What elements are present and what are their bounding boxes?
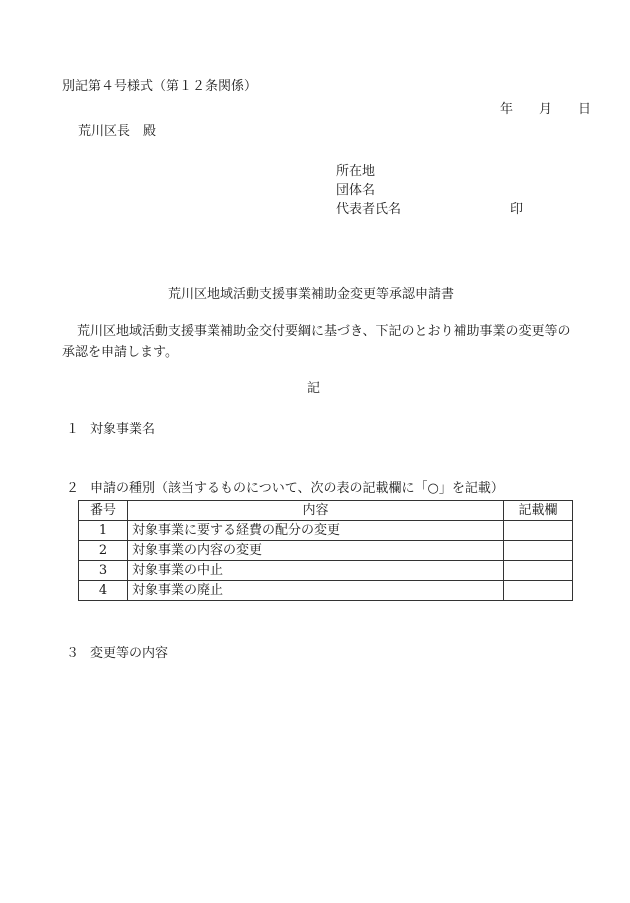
row-content: 対象事業の廃止 [128, 581, 504, 601]
row-content: 対象事業の中止 [128, 561, 504, 581]
body-text: 荒川区地域活動支援事業補助金交付要綱に基づき、下記のとおり補助事業の変更等の承認を申請します。 [62, 324, 571, 360]
row-content: 対象事業に要する経費の配分の変更 [128, 521, 504, 541]
seal-mark: 印 [510, 202, 524, 217]
date-year: 年 [500, 102, 514, 117]
section-1 [66, 421, 155, 439]
table-header-row [79, 501, 573, 521]
table-row [79, 541, 573, 561]
header-mark: 記載欄 [504, 501, 573, 521]
date-day: 日 [578, 102, 592, 117]
section-2-label: 申請の種別（該当するものについて、次の表の記載欄に「○」を記載） [90, 481, 504, 496]
addressee: 荒川区長 殿 [78, 124, 157, 139]
date-month: 月 [539, 102, 553, 117]
header-content: 内容 [128, 501, 504, 521]
table-row [79, 581, 573, 601]
row-number: 1 [79, 521, 128, 541]
section-3-number: ３ [66, 646, 80, 661]
row-mark-cell[interactable] [504, 541, 573, 561]
application-type-table [78, 500, 573, 601]
section-3-label: 変更等の内容 [90, 646, 169, 661]
rep-row [336, 200, 524, 219]
header-number: 番号 [79, 501, 128, 521]
rep-label: 代表者氏名 [336, 202, 402, 217]
section-1-number: １ [66, 422, 80, 437]
row-mark-cell[interactable] [504, 521, 573, 541]
table-row [79, 521, 573, 541]
section-2 [66, 480, 504, 498]
row-number: 4 [79, 581, 128, 601]
row-mark-cell[interactable] [504, 581, 573, 601]
row-number: 3 [79, 561, 128, 581]
form-number: 別記第４号様式（第１２条関係） [62, 79, 258, 94]
org-label: 団体名 [336, 183, 376, 198]
section-3 [66, 645, 168, 663]
date-line [500, 101, 591, 119]
row-mark-cell[interactable] [504, 561, 573, 581]
document-title: 荒川区地域活動支援事業補助金変更等承認申請書 [168, 287, 455, 302]
address-label: 所在地 [336, 164, 376, 179]
row-number: 2 [79, 541, 128, 561]
section-1-label: 対象事業名 [90, 422, 156, 437]
table-row [79, 561, 573, 581]
ki-heading: 記 [307, 381, 321, 396]
section-2-number: ２ [66, 481, 80, 496]
row-content: 対象事業の内容の変更 [128, 541, 504, 561]
applicant-block [336, 162, 524, 219]
